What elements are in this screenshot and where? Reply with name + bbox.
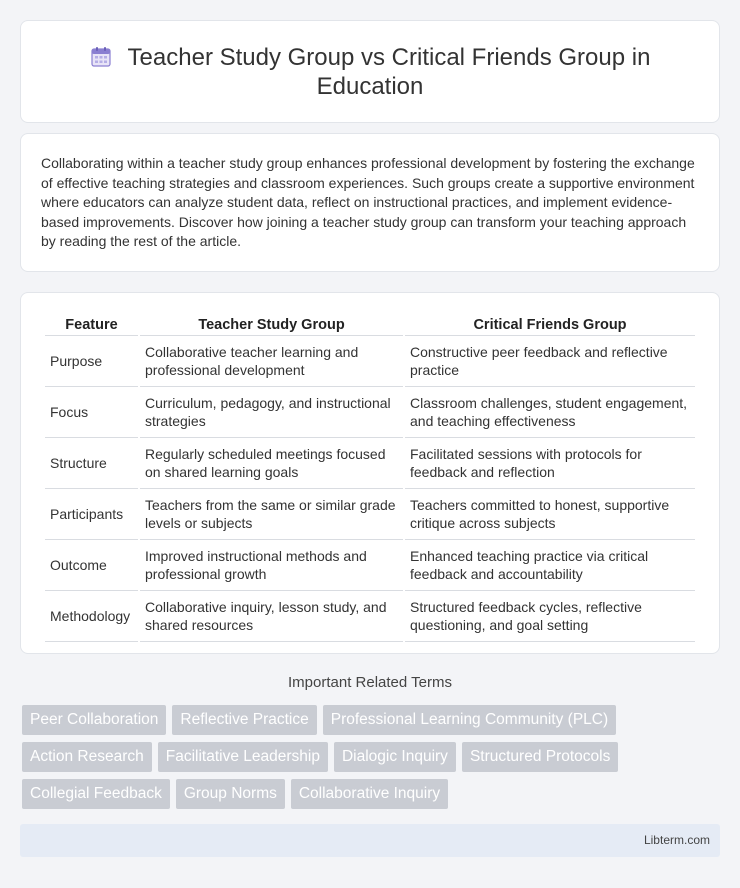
table-row xyxy=(45,540,695,591)
row-critical-friends-group: Classroom challenges, student engagement, and teaching effectiveness xyxy=(405,387,695,438)
row-teacher-study-group: Improved instructional methods and professional growth xyxy=(140,540,403,591)
row-feature: Methodology xyxy=(45,591,138,642)
row-critical-friends-group: Structured feedback cycles, reflective questioning, and goal setting xyxy=(405,591,695,642)
header-feature: Feature xyxy=(45,313,138,336)
footer-site-link[interactable]: Libterm.com xyxy=(643,833,710,847)
table-row xyxy=(45,438,695,489)
related-terms-list xyxy=(22,705,722,809)
row-critical-friends-group: Teachers committed to honest, supportive critique across subjects xyxy=(405,489,695,540)
row-critical-friends-group: Enhanced teaching practice via critical feedback and accountability xyxy=(405,540,695,591)
calendar-icon xyxy=(90,46,112,68)
row-teacher-study-group: Collaborative teacher learning and professional development xyxy=(140,336,403,387)
row-feature: Focus xyxy=(45,387,138,438)
page-title xyxy=(61,43,679,101)
comparison-table xyxy=(43,313,697,642)
related-term-tag[interactable]: Reflective Practice xyxy=(172,705,316,735)
related-term-tag[interactable]: Peer Collaboration xyxy=(22,705,166,735)
comparison-table-card xyxy=(20,292,720,654)
table-row xyxy=(45,591,695,642)
row-teacher-study-group: Collaborative inquiry, lesson study, and shared resources xyxy=(140,591,403,642)
title-card xyxy=(20,20,720,123)
page-title-text: Teacher Study Group vs Critical Friends Group in Education xyxy=(127,43,651,100)
related-term-tag[interactable]: Structured Protocols xyxy=(462,742,618,772)
related-term-tag[interactable]: Professional Learning Community (PLC) xyxy=(323,705,616,735)
row-teacher-study-group: Teachers from the same or similar grade levels or subjects xyxy=(140,489,403,540)
related-term-tag[interactable]: Action Research xyxy=(22,742,152,772)
table-row xyxy=(45,489,695,540)
row-feature: Structure xyxy=(45,438,138,489)
table-row xyxy=(45,387,695,438)
table-header-row xyxy=(45,313,695,336)
related-term-tag[interactable]: Group Norms xyxy=(176,779,285,809)
related-term-tag[interactable]: Facilitative Leadership xyxy=(158,742,328,772)
header-critical-friends-group: Critical Friends Group xyxy=(405,313,695,336)
header-teacher-study-group: Teacher Study Group xyxy=(140,313,403,336)
row-teacher-study-group: Curriculum, pedagogy, and instructional strategies xyxy=(140,387,403,438)
table-row xyxy=(45,336,695,387)
related-terms-heading: Important Related Terms xyxy=(288,674,452,691)
row-feature: Outcome xyxy=(45,540,138,591)
row-critical-friends-group: Facilitated sessions with protocols for feedback and reflection xyxy=(405,438,695,489)
related-term-tag[interactable]: Collegial Feedback xyxy=(22,779,170,809)
row-feature: Participants xyxy=(45,489,138,540)
row-critical-friends-group: Constructive peer feedback and reflective practice xyxy=(405,336,695,387)
related-term-tag[interactable]: Dialogic Inquiry xyxy=(334,742,456,772)
intro-paragraph: Collaborating within a teacher study group enhances professional development by fostering the exchange of effective teaching strategies and classroom experiences. Such groups create a supportive environment where educators can analyze student data, reflect on instructional practices, and implement evidence-based improvements. Discover how joining a teacher study group can transform your teaching approach by reading the rest of the article. xyxy=(41,155,695,249)
footer xyxy=(20,824,720,857)
row-feature: Purpose xyxy=(45,336,138,387)
intro-card xyxy=(20,133,720,272)
related-term-tag[interactable]: Collaborative Inquiry xyxy=(291,779,448,809)
row-teacher-study-group: Regularly scheduled meetings focused on shared learning goals xyxy=(140,438,403,489)
